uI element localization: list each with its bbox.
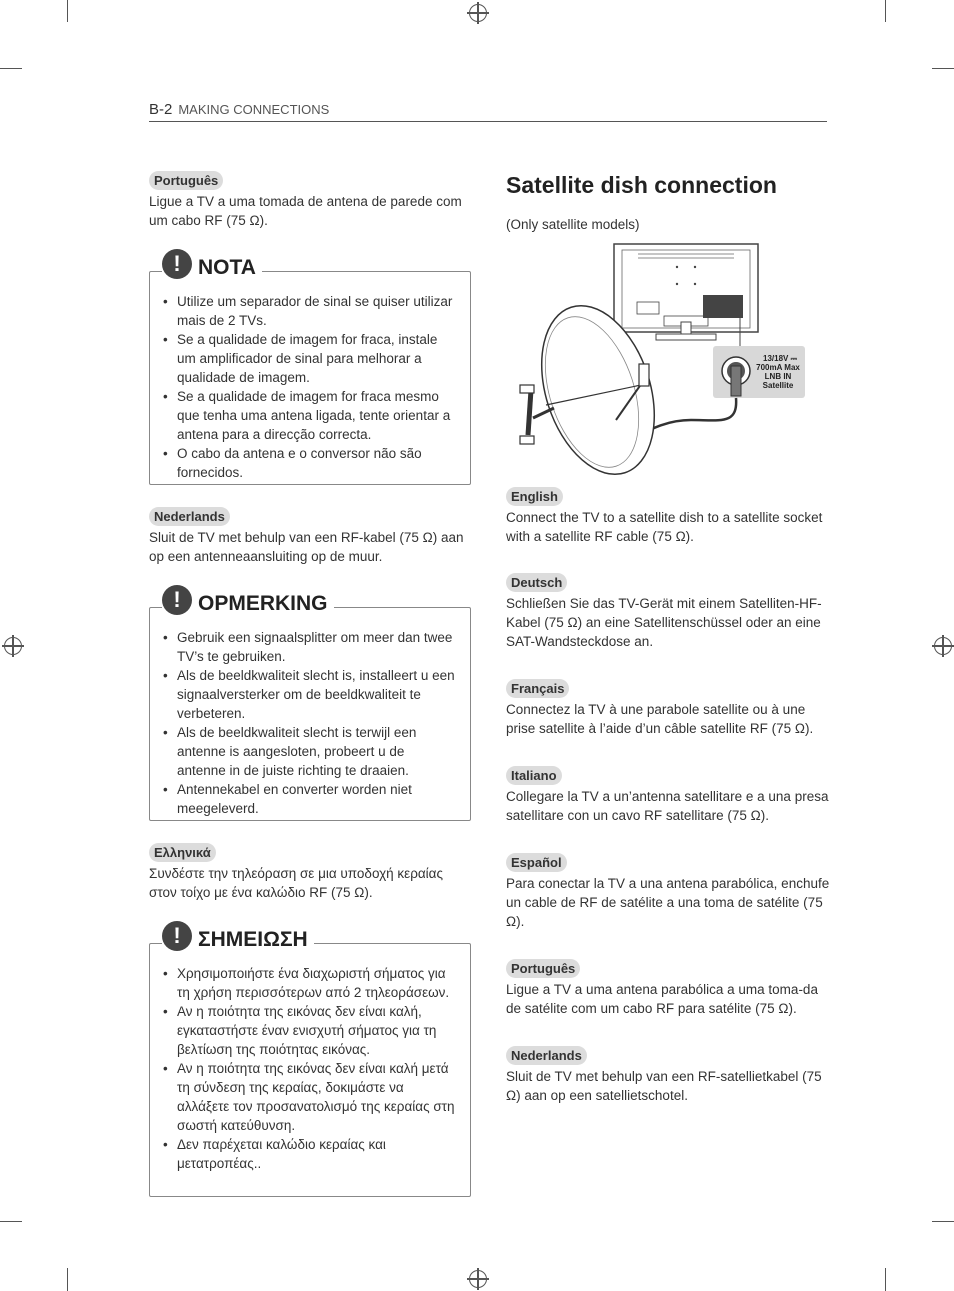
section-ellinika — [149, 843, 470, 902]
port-label: LNB IN — [764, 372, 792, 381]
note-header — [162, 585, 334, 615]
note-box-simeiosi — [149, 923, 471, 1197]
instruction-text: Para conectar la TV a una antena parabólica, enchufe un cable de RF de satélite a una toma de satélite (75 Ω). — [506, 876, 830, 929]
instruction-text: Συνδέστε την τηλεόραση σε μια υποδοχή κεραίας στον τοίχο με ένα καλώδιο RF (75 Ω). — [149, 866, 443, 900]
note-title: ΣΗΜΕΙΩΣΗ — [198, 928, 308, 951]
port-label: 13/18V ⎓ — [763, 354, 797, 363]
language-badge: Nederlands — [506, 1046, 587, 1065]
language-badge: Português — [149, 171, 223, 190]
exclamation-icon: ! — [162, 921, 192, 951]
language-badge: Nederlands — [149, 507, 230, 526]
lnb-port-callout — [713, 346, 805, 398]
crop-mark — [885, 1268, 886, 1291]
instruction-text: Ligue a TV a uma tomada de antena de parede com um cabo RF (75 Ω). — [149, 194, 462, 228]
crop-mark — [0, 68, 22, 69]
list-item: • Als de beeldkwaliteit slecht is terwijl een antenne is aangesloten, probeert u de antenne in de juiste richting te draaien. — [163, 723, 455, 780]
list-item: • Se a qualidade de imagem for fraca, instale um amplificador de sinal para melhorar a qualidade de imagem. — [163, 330, 455, 387]
port-label: 700mA Max — [756, 363, 800, 372]
section-nederlands — [149, 507, 470, 566]
section-english — [506, 487, 836, 546]
crop-mark — [885, 0, 886, 22]
instruction-text: Connect the TV to a satellite dish to a satellite socket with a satellite RF cable (75 Ω). — [506, 510, 823, 544]
list-item: • Als de beeldkwaliteit slecht is, installeert u een signaalversterker om de beeldkwaliteit te verbeteren. — [163, 666, 455, 723]
tv-back-illustration — [614, 244, 758, 346]
note-title: OPMERKING — [198, 592, 328, 615]
language-badge: Deutsch — [506, 573, 567, 592]
page-title: Satellite dish connection — [506, 172, 777, 198]
crop-mark — [67, 0, 68, 22]
language-badge: Ελληνικά — [149, 843, 216, 862]
list-item: • Χρησιμοποιήστε ένα διαχωριστή σήματος για τη χρήση περισσότερων από 2 τηλεοράσεων. — [163, 964, 455, 1002]
registration-mark-icon — [469, 1270, 487, 1288]
port-label: Satellite — [762, 381, 794, 390]
note-list — [163, 964, 455, 1173]
list-item: • O cabo da antena e o conversor não são fornecidos. — [163, 444, 455, 482]
instruction-text: Collegare la TV a un’antenna satellitare e a una presa satellitare con un cavo RF satellitare (75 Ω). — [506, 789, 829, 823]
registration-mark-icon — [4, 637, 22, 655]
language-badge: Português — [506, 959, 580, 978]
list-item: • Utilize um separador de sinal se quiser utilizar mais de 2 TVs. — [163, 292, 455, 330]
instruction-text: Ligue a TV a uma antena parabólica a uma toma-da de satélite com um cabo RF para satélite (75 Ω). — [506, 982, 818, 1016]
instruction-text: Connectez la TV à une parabole satellite ou à une prise satellite à l’aide d’un câble satellite RF (75 Ω). — [506, 702, 814, 736]
note-title: NOTA — [198, 256, 256, 279]
note-list — [163, 628, 455, 818]
section-title: MAKING CONNECTIONS — [178, 102, 330, 117]
instruction-text: Schließen Sie das TV-Gerät mit einem Satelliten-HF-Kabel (75 Ω) an eine Satellitenschüssel oder an eine SAT-Wandsteckdose an. — [506, 596, 822, 649]
crop-mark — [67, 1268, 68, 1291]
exclamation-icon: ! — [162, 249, 192, 279]
exclamation-icon: ! — [162, 585, 192, 615]
registration-mark-icon — [469, 4, 487, 22]
crop-mark — [932, 1221, 954, 1222]
note-list — [163, 292, 455, 482]
crop-mark — [932, 68, 954, 69]
list-item: • Αν η ποιότητα της εικόνας δεν είναι καλή, εγκαταστήστε έναν ενισχυτή σήματος για τη βελτίωση της ποιότητας εικόνας. — [163, 1002, 455, 1059]
section-deutsch — [506, 573, 836, 651]
section-italiano — [506, 766, 836, 825]
note-box-nota — [149, 251, 471, 485]
list-item: • Δεν παρέχεται καλώδιο κεραίας και μετατροπέας.. — [163, 1135, 455, 1173]
subtitle: (Only satellite models) — [506, 217, 640, 232]
language-badge: Español — [506, 853, 567, 872]
list-item: • Gebruik een signaalsplitter om meer dan twee TV’s te gebruiken. — [163, 628, 455, 666]
section-espanol — [506, 853, 836, 931]
list-item: • Antennekabel en converter worden niet meegeleverd. — [163, 780, 455, 818]
instruction-text: Sluit de TV met behulp van een RF-satellietkabel (75 Ω) aan op een satellietschotel. — [506, 1069, 822, 1103]
page-number: B-2 — [149, 101, 173, 118]
language-badge: Italiano — [506, 766, 562, 785]
note-box-opmerking — [149, 587, 471, 821]
satellite-connection-diagram — [506, 240, 816, 480]
list-item: • Se a qualidade de imagem for fraca mesmo que tenha uma antena ligada, tente orientar a antena para a direcção correcta. — [163, 387, 455, 444]
language-badge: Français — [506, 679, 569, 698]
crop-mark — [0, 1221, 22, 1222]
page-header — [149, 101, 827, 122]
list-item: • Αν η ποιότητα της εικόνας δεν είναι καλή μετά τη σύνδεση της κεραίας, δοκιμάστε να αλλάξετε τον προσανατολισμό της κεραίας στη σωστή κατεύθυνση. — [163, 1059, 455, 1135]
instruction-text: Sluit de TV met behulp van een RF-kabel (75 Ω) aan op een antenneaansluiting op de muur. — [149, 530, 464, 564]
section-francais — [506, 679, 836, 738]
section-portugues-sat — [506, 959, 836, 1018]
note-header — [162, 921, 314, 951]
section-portugues — [149, 171, 470, 230]
registration-mark-icon — [934, 637, 952, 655]
section-nederlands-sat — [506, 1046, 836, 1105]
language-badge: English — [506, 487, 563, 506]
note-header — [162, 249, 262, 279]
